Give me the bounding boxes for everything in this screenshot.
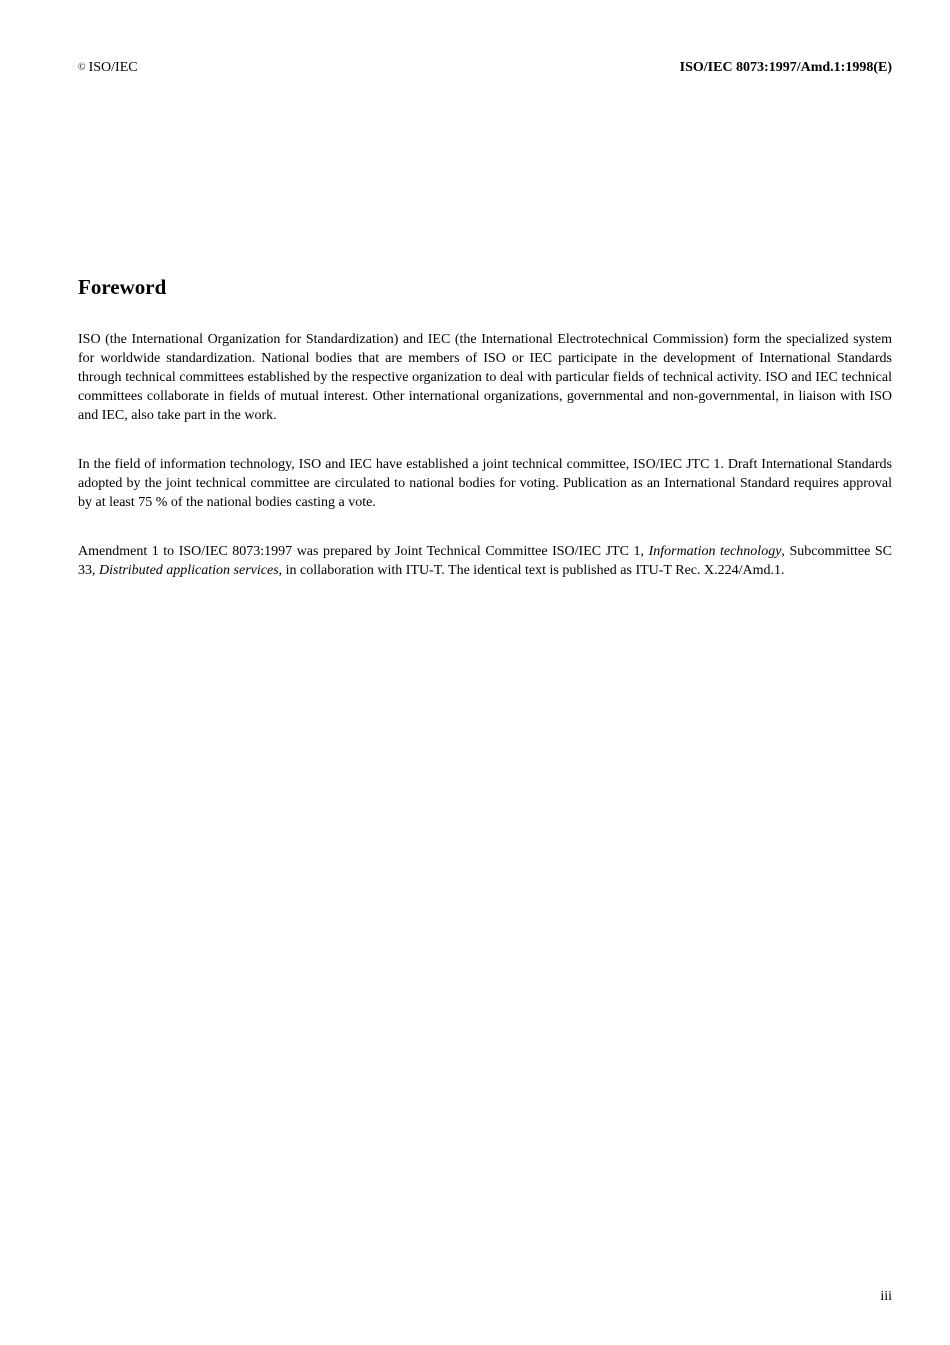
foreword-body xyxy=(78,330,892,610)
page-number: iii xyxy=(880,1289,892,1304)
header-copyright xyxy=(78,60,138,77)
paragraph-3-text-3: , in collaboration with ITU-T. The identical text is published as ITU-T Rec. X.224/Amd.1. xyxy=(278,563,785,578)
paragraph-3-text-1: Amendment 1 to ISO/IEC 8073:1997 was prepared by Joint Technical Committee ISO/IEC JTC 1, xyxy=(78,544,649,559)
paragraph-1: ISO (the International Organization for Standardization) and IEC (the International Electrotechnical Commission) form the specialized system for worldwide standardization. National bodies that are members of ISO or IEC participate in the development of International Standards through technical committees established by the respective organization to deal with particular fields of technical activity. ISO and IEC technical committees collaborate in fields of mutual interest. Other international organizations, governmental and non-governmental, in liaison with ISO and IEC, also take part in the work. xyxy=(78,332,892,423)
header-organization: ISO/IEC xyxy=(88,60,138,75)
paragraph-3-italic-1: Information technology xyxy=(648,544,782,559)
paragraph-2: In the field of information technology, ISO and IEC have established a joint technical committee, ISO/IEC JTC 1. Draft International Standards adopted by the joint technical committee are circulated to national bodies for voting. Publication as an International Standard requires approval by at least 75 % of the national bodies casting a vote. xyxy=(78,457,892,510)
header-document-id: ISO/IEC 8073:1997/Amd.1:1998(E) xyxy=(679,60,892,75)
paragraph-3-italic-2: Distributed application services xyxy=(99,563,279,578)
page-title: Foreword xyxy=(78,275,167,299)
copyright-symbol: © xyxy=(78,62,86,73)
paragraph-3-text-2: , Subcommittee SC 33, xyxy=(78,544,893,578)
paragraph-3 xyxy=(78,542,892,580)
